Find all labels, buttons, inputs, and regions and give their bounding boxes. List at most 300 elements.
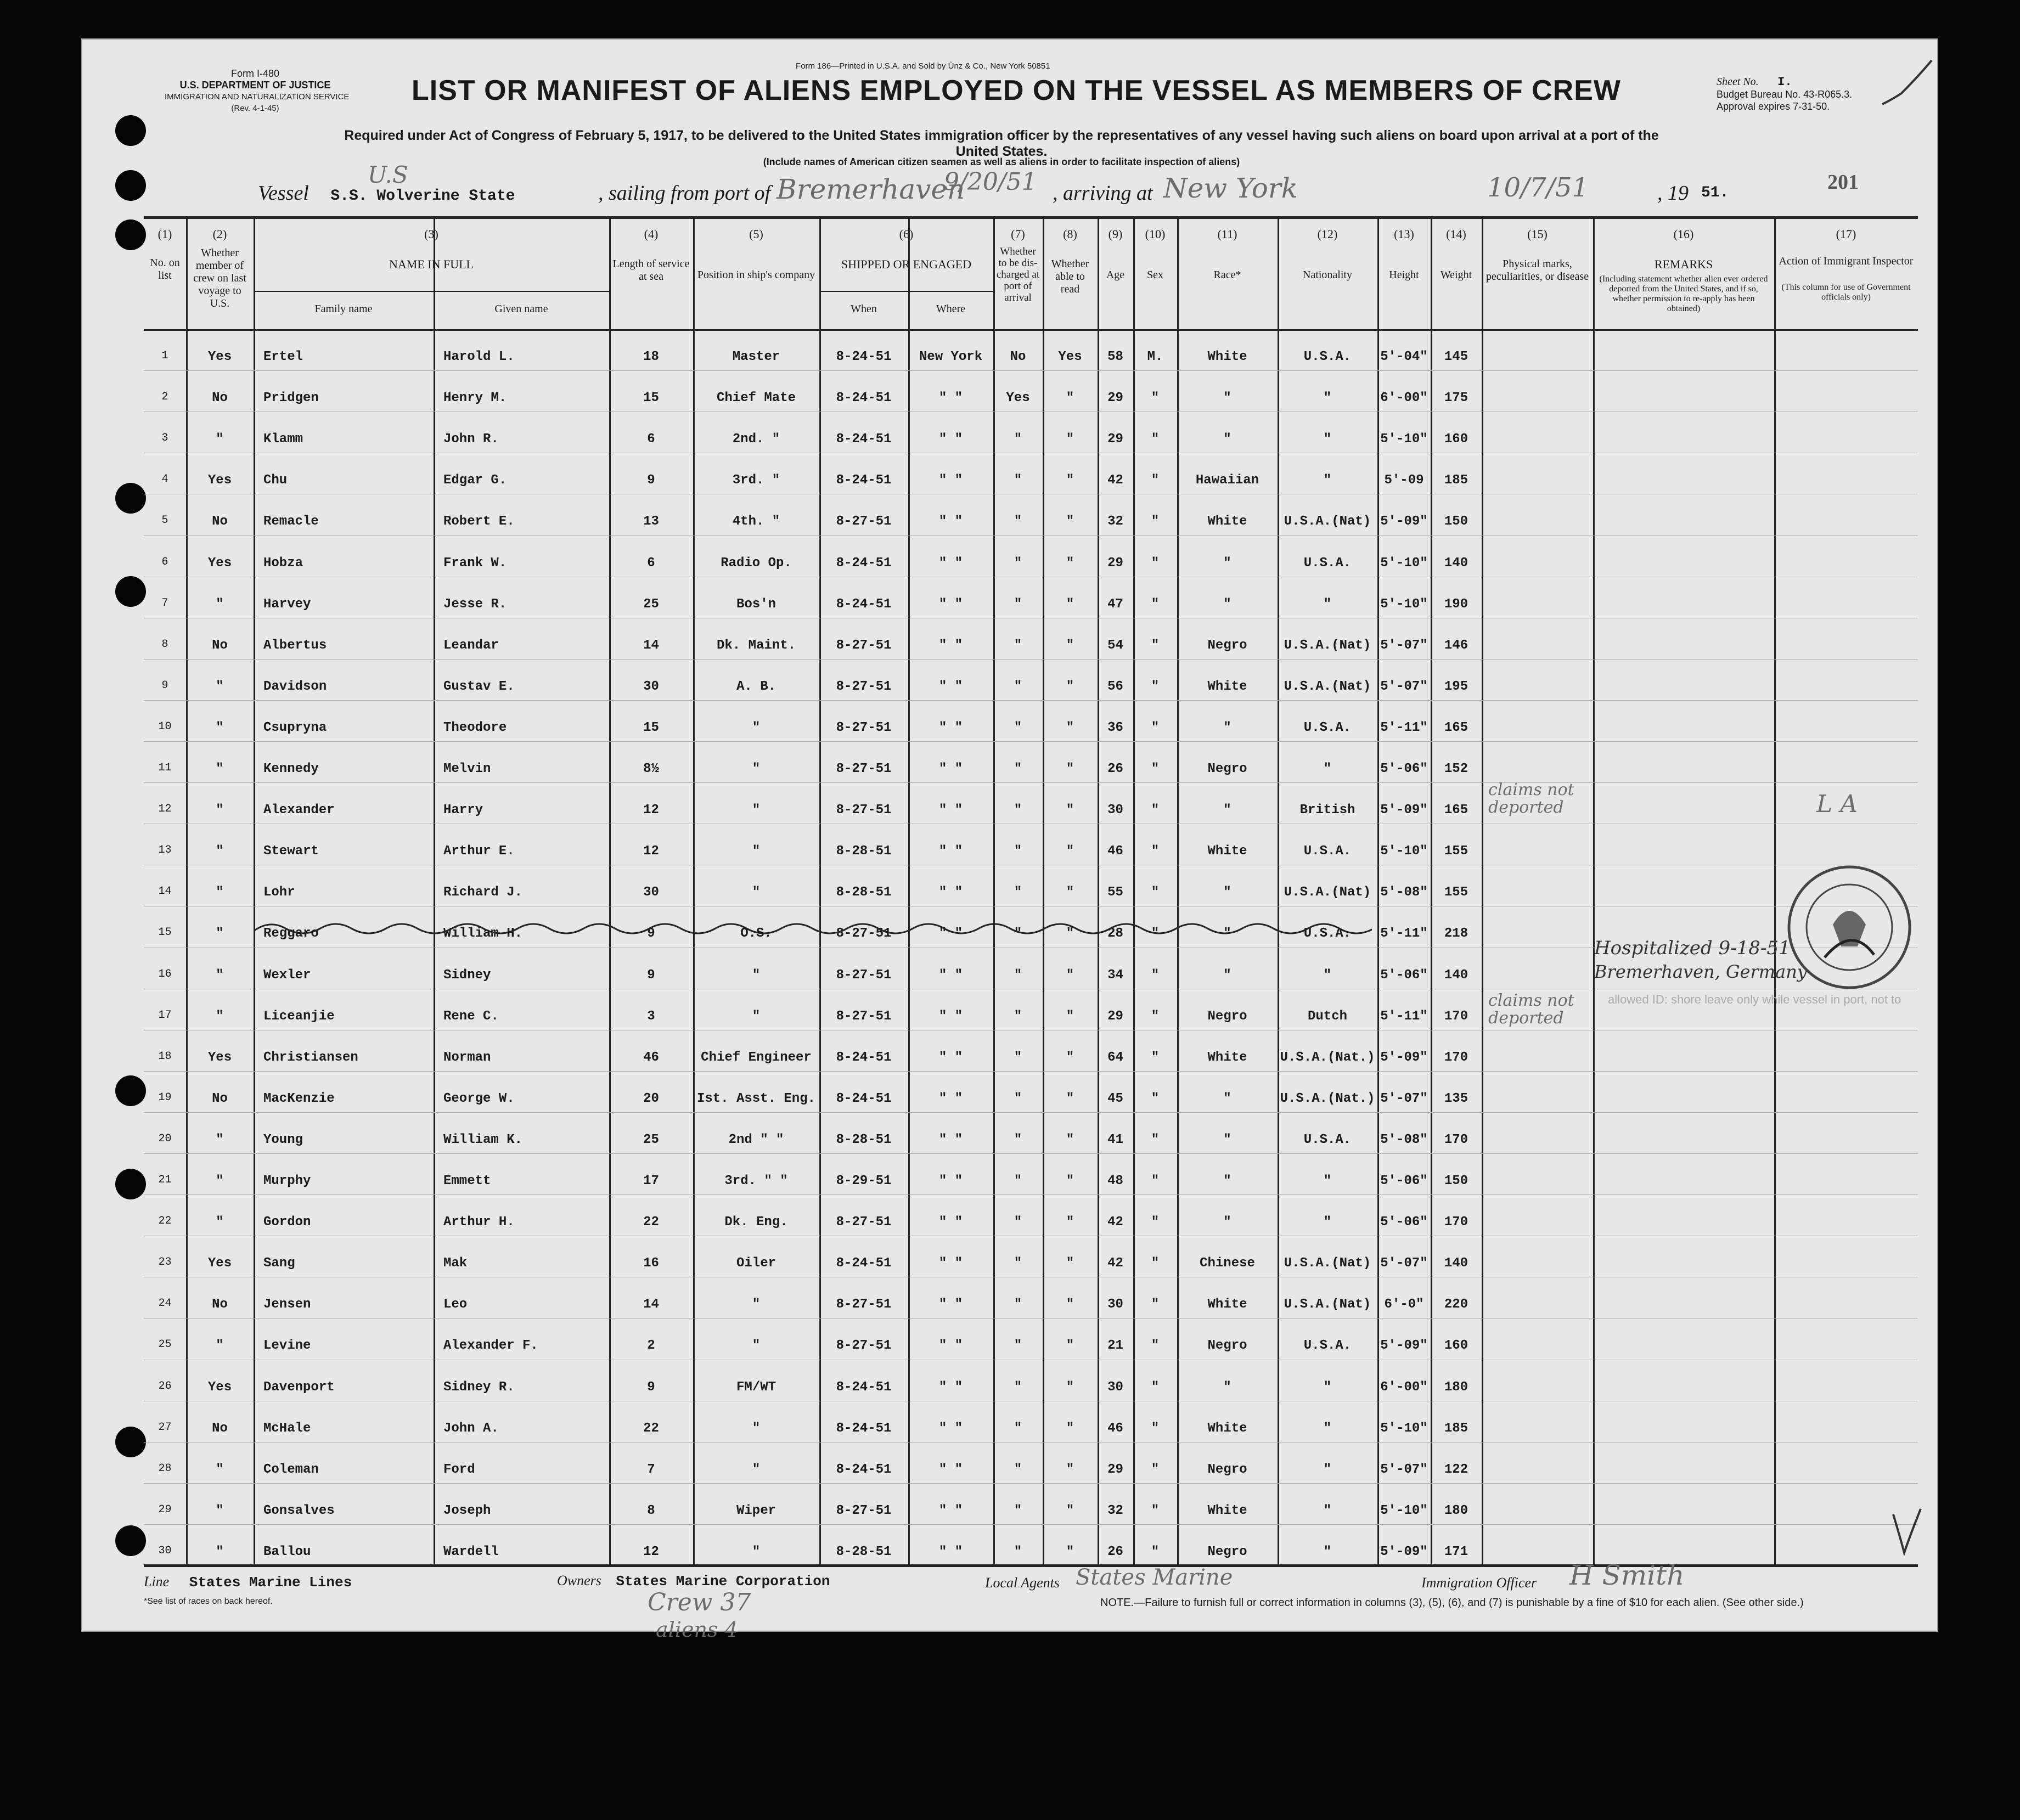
cell-nationality: " (1323, 1503, 1332, 1518)
cell-when: 8-27-51 (836, 1008, 892, 1024)
cell-given: Wardell (443, 1544, 499, 1559)
cell-discharged: " (1014, 1544, 1022, 1559)
cell-sex: " (1151, 1256, 1160, 1271)
punch-hole (115, 1525, 146, 1556)
cell-race: White (1207, 1503, 1247, 1518)
header-action: Action of Immigrant Inspector (1779, 255, 1914, 267)
form-id: Form I-480 (230, 68, 280, 79)
header-remarks: REMARKS (1654, 257, 1713, 271)
cell-read: " (1066, 596, 1074, 612)
cell-family: Wexler (263, 967, 311, 983)
cell-discharged: " (1014, 1462, 1022, 1477)
cell-where: " " (938, 762, 963, 777)
cell-length: 12 (643, 803, 659, 818)
cell-where: " " (938, 1338, 963, 1354)
cell-weight: 180 (1444, 1503, 1468, 1518)
cell-length: 22 (643, 1421, 659, 1436)
cell-sex: " (1151, 679, 1160, 694)
cell-family: MacKenzie (263, 1091, 335, 1106)
cell-sex: M. (1147, 350, 1163, 365)
cell-nationality: U.S.A.(Nat) (1284, 679, 1371, 694)
vessel-name: S.S. Wolverine State (330, 188, 515, 205)
cell-read: " (1066, 1544, 1074, 1559)
cell-age: 48 (1107, 1174, 1123, 1189)
line-label: Line (144, 1574, 170, 1590)
cell-given: Jesse R. (443, 596, 507, 612)
cell-member: " (216, 967, 224, 983)
cell-race: " (1223, 803, 1231, 818)
cell-discharged: " (1014, 1132, 1022, 1147)
cell-when: 8-24-51 (836, 1462, 892, 1477)
column-number: (3) (424, 227, 438, 241)
cell-height: 5'-10" (1380, 596, 1428, 612)
cell-read: " (1066, 555, 1074, 571)
cell-read: " (1066, 762, 1074, 777)
cell-discharged: " (1014, 514, 1022, 529)
cell-family: Levine (263, 1338, 311, 1354)
punch-hole (115, 219, 146, 250)
cell-family: Coleman (263, 1462, 319, 1477)
cell-position: Bos'n (736, 596, 776, 612)
cell-age: 30 (1107, 803, 1123, 818)
cell-member: Yes (207, 350, 232, 365)
cell-length: 9 (647, 1379, 655, 1395)
cell-age: 32 (1107, 514, 1123, 529)
cell-family: Alexander (263, 803, 335, 818)
header-shipped: SHIPPED OR ENGAGED (841, 257, 972, 271)
cell-length: 6 (647, 555, 655, 571)
cell-nationality: U.S.A.(Nat) (1284, 1256, 1371, 1271)
cell-weight: 170 (1444, 1215, 1468, 1230)
cell-family: Pridgen (263, 391, 319, 406)
cell-family: Remacle (263, 514, 319, 529)
cell-given: Mak (443, 1256, 468, 1271)
cell-member: Yes (207, 473, 232, 488)
row-rule (144, 782, 1918, 783)
cell-height: 5'-10" (1380, 1421, 1428, 1436)
cell-family: Albertus (263, 638, 327, 653)
header-no: No. on list (150, 257, 180, 281)
page-number: 201 (1827, 171, 1859, 194)
subheader-rule (819, 291, 993, 292)
cell-member: " (216, 1008, 224, 1024)
year: 51. (1701, 184, 1729, 201)
cell-height: 5'-09 (1384, 473, 1424, 488)
cell-member: Yes (207, 1050, 232, 1065)
cell-read: " (1066, 803, 1074, 818)
cell-member: No (212, 514, 228, 529)
cell-family: Gonsalves (263, 1503, 335, 1518)
cell-given: Richard J. (443, 885, 523, 900)
cell-height: 5'-06" (1380, 762, 1428, 777)
cell-sex: " (1151, 1462, 1160, 1477)
punch-hole (115, 1427, 146, 1457)
cell-age: 21 (1107, 1338, 1123, 1354)
cell-height: 6'-00" (1380, 391, 1428, 406)
officer-signature: H Smith (1569, 1559, 1685, 1591)
cell-age: 47 (1107, 596, 1123, 612)
header-remarks_note: (Including statement whether alien ever ordered deported from the United States, and if so, whether permission to re-apply has been obtained) (1599, 274, 1768, 313)
cell-sex: " (1151, 473, 1160, 488)
cell-race: " (1223, 720, 1231, 735)
cell-length: 9 (647, 926, 655, 942)
cell-family: Stewart (263, 844, 319, 859)
cell-when: 8-27-51 (836, 679, 892, 694)
cell-no: 24 (158, 1297, 172, 1310)
cell-family: Klamm (263, 432, 303, 447)
cell-nationality: " (1323, 432, 1332, 447)
cell-position: Dk. Eng. (724, 1215, 788, 1230)
cell-position: Chief Engineer (701, 1050, 812, 1065)
alien-count: aliens 4 (656, 1618, 738, 1642)
cell-discharged: " (1014, 555, 1022, 571)
row-rule (144, 1442, 1918, 1443)
cell-weight: 160 (1444, 432, 1468, 447)
cell-when: 8-24-51 (836, 432, 892, 447)
cell-weight: 218 (1444, 926, 1468, 942)
cell-when: 8-24-51 (836, 1379, 892, 1395)
cell-position: Dk. Maint. (716, 638, 796, 653)
cell-given: Gustav E. (443, 679, 515, 694)
cell-discharged: " (1014, 1050, 1022, 1065)
cell-when: 8-24-51 (836, 1091, 892, 1106)
column-number: (12) (1317, 227, 1338, 241)
cell-sex: " (1151, 555, 1160, 571)
cell-sex: " (1151, 514, 1160, 529)
cell-age: 26 (1107, 1544, 1123, 1559)
cell-given: John A. (443, 1421, 499, 1436)
cell-discharged: " (1014, 638, 1022, 653)
column-number: (8) (1063, 227, 1077, 241)
cell-nationality: " (1323, 1379, 1332, 1395)
cell-weight: 170 (1444, 1132, 1468, 1147)
cell-sex: " (1151, 391, 1160, 406)
punch-hole (115, 115, 146, 146)
cell-race: White (1207, 350, 1247, 365)
cell-no: 27 (158, 1421, 172, 1434)
hospitalized-note: Hospitalized 9-18-51 (1594, 937, 1791, 959)
cell-family: Davidson (263, 679, 327, 694)
cell-height: 5'-11" (1380, 1008, 1428, 1024)
cell-where: " " (938, 1256, 963, 1271)
header-race: Race* (1213, 269, 1241, 281)
cell-age: 36 (1107, 720, 1123, 735)
cell-member: " (216, 1503, 224, 1518)
sheet-label: Sheet No. (1717, 76, 1759, 88)
row-rule (144, 1524, 1918, 1525)
cell-age: 56 (1107, 679, 1123, 694)
cell-read: " (1066, 1462, 1074, 1477)
sheet-number: I. (1777, 75, 1792, 89)
cell-where: New York (919, 350, 983, 365)
column-number: (16) (1673, 227, 1694, 241)
cell-length: 14 (643, 1297, 659, 1312)
cell-no: 1 (161, 350, 168, 363)
column-number: (4) (644, 227, 659, 241)
cell-read: Yes (1058, 350, 1082, 365)
cell-race: White (1207, 514, 1247, 529)
cell-nationality: U.S.A. (1303, 926, 1352, 942)
cell-family: Gordon (263, 1215, 311, 1230)
cell-family: Ballou (263, 1544, 311, 1559)
cell-weight: 165 (1444, 720, 1468, 735)
year-label: , 19 (1657, 182, 1689, 205)
cell-length: 3 (647, 1008, 655, 1024)
cell-when: 8-28-51 (836, 885, 892, 900)
cell-member: No (212, 1091, 228, 1106)
punch-hole (115, 483, 146, 514)
cell-height: 5'-09" (1380, 1544, 1428, 1559)
penalty-note: NOTE.—Failure to furnish full or correct information in columns (3), (5), (6), and (7) is punishable by a fine of $10 for each alien. (See other side.) (1100, 1597, 1804, 1609)
cell-no: 15 (158, 926, 172, 939)
cell-age: 29 (1107, 1462, 1123, 1477)
cell-where: " " (938, 1297, 963, 1312)
cell-height: 5'-09" (1380, 514, 1428, 529)
column-number: (17) (1836, 227, 1856, 241)
sailing-port: Bremerhaven (777, 173, 965, 205)
cell-no: 30 (158, 1544, 172, 1557)
header-when: When (851, 303, 877, 315)
cell-member: No (212, 1421, 228, 1436)
cell-position: " (752, 1338, 761, 1354)
cell-nationality: U.S.A.(Nat.) (1280, 1050, 1375, 1065)
cell-height: 5'-11" (1380, 720, 1428, 735)
punch-hole (115, 1169, 146, 1199)
cell-position: " (752, 1544, 761, 1559)
row-rule (144, 1071, 1918, 1072)
cell-given: Leandar (443, 638, 499, 653)
cell-nationality: " (1323, 1215, 1332, 1230)
cell-age: 28 (1107, 926, 1123, 942)
cell-read: " (1066, 1338, 1074, 1354)
cell-sex: " (1151, 1008, 1160, 1024)
cell-no: 18 (158, 1050, 172, 1063)
consulate-seal-stamp (1781, 859, 1918, 996)
cell-no: 20 (158, 1132, 172, 1145)
line-value: States Marine Lines (189, 1574, 352, 1591)
cell-given: Edgar G. (443, 473, 507, 488)
cell-discharged: " (1014, 926, 1022, 942)
header-read: Whether able to read (1051, 258, 1089, 295)
cell-length: 8 (647, 1503, 655, 1518)
cell-given: Emmett (443, 1174, 491, 1189)
cell-age: 64 (1107, 1050, 1123, 1065)
cell-given: Arthur E. (443, 844, 515, 859)
cell-sex: " (1151, 1174, 1160, 1189)
header-name: NAME IN FULL (389, 257, 474, 271)
cell-nationality: U.S.A. (1303, 555, 1352, 571)
cell-where: " " (938, 967, 963, 983)
cell-race: " (1223, 1215, 1231, 1230)
cell-race: " (1223, 432, 1231, 447)
arrival-date: 10/7/51 (1487, 172, 1589, 203)
cell-position: Wiper (736, 1503, 776, 1518)
cell-discharged: " (1014, 720, 1022, 735)
header-discharged: Whether to be dis-charged at port of arrival (996, 246, 1040, 303)
cell-where: " " (938, 926, 963, 942)
cell-height: 5'-09" (1380, 1338, 1428, 1354)
cell-nationality: " (1323, 1421, 1332, 1436)
owners-label: Owners (557, 1573, 601, 1588)
cell-race: " (1223, 1379, 1231, 1395)
cell-nationality: " (1323, 762, 1332, 777)
cell-discharged: " (1014, 1503, 1022, 1518)
cell-no: 22 (158, 1215, 172, 1228)
cell-race: " (1223, 1174, 1231, 1189)
cell-age: 42 (1107, 1256, 1123, 1271)
cell-discharged: " (1014, 1174, 1022, 1189)
cell-given: Joseph (443, 1503, 491, 1518)
cell-weight: 190 (1444, 596, 1468, 612)
cell-where: " " (938, 1091, 963, 1106)
table-border (144, 216, 1918, 1567)
cell-weight: 150 (1444, 514, 1468, 529)
cell-member: " (216, 1174, 224, 1189)
cell-weight: 160 (1444, 1338, 1468, 1354)
cell-given: Henry M. (443, 391, 507, 406)
row-rule (144, 741, 1918, 742)
column-number: (15) (1527, 227, 1548, 241)
cell-sex: " (1151, 432, 1160, 447)
cell-length: 15 (643, 720, 659, 735)
cell-member: " (216, 720, 224, 735)
cell-weight: 185 (1444, 473, 1468, 488)
cell-sex: " (1151, 803, 1160, 818)
cell-race: Hawaiian (1195, 473, 1259, 488)
cell-length: 9 (647, 967, 655, 983)
cell-no: 5 (161, 514, 168, 527)
cell-read: " (1066, 1503, 1074, 1518)
cell-nationality: U.S.A. (1303, 1132, 1352, 1147)
cell-length: 30 (643, 885, 659, 900)
cell-where: " " (938, 1462, 963, 1477)
cell-where: " " (938, 679, 963, 694)
cell-position: " (752, 720, 761, 735)
cell-read: " (1066, 514, 1074, 529)
cell-nationality: U.S.A.(Nat) (1284, 1297, 1371, 1312)
cell-length: 15 (643, 391, 659, 406)
cell-no: 11 (158, 762, 172, 775)
cell-given: Harold L. (443, 350, 515, 365)
cell-no: 17 (158, 1008, 172, 1022)
cell-weight: 171 (1444, 1544, 1468, 1559)
row-rule (144, 1483, 1918, 1484)
cell-age: 46 (1107, 1421, 1123, 1436)
printer-line: Form 186—Printed in U.S.A. and Sold by Ünz & Co., New York 50851 (796, 61, 1050, 71)
cell-nationality: U.S.A.(Nat) (1284, 514, 1371, 529)
cell-given: William H. (443, 926, 523, 942)
cell-when: 8-24-51 (836, 1256, 892, 1271)
cell-family: Jensen (263, 1297, 311, 1312)
cell-discharged: " (1014, 1091, 1022, 1106)
cell-when: 8-27-51 (836, 803, 892, 818)
cell-where: " " (938, 1008, 963, 1024)
cell-member: " (216, 762, 224, 777)
cell-member: No (212, 391, 228, 406)
cell-weight: 152 (1444, 762, 1468, 777)
cell-member: Yes (207, 1256, 232, 1271)
sailing-label: , sailing from port of (598, 182, 771, 205)
cell-length: 30 (643, 679, 659, 694)
cell-read: " (1066, 844, 1074, 859)
cell-no: 25 (158, 1338, 172, 1351)
cell-where: " " (938, 1132, 963, 1147)
cell-member: No (212, 1297, 228, 1312)
cell-discharged: " (1014, 1297, 1022, 1312)
cell-age: 29 (1107, 555, 1123, 571)
cell-when: 8-28-51 (836, 844, 892, 859)
cell-family: Hobza (263, 555, 303, 571)
row-rule (144, 700, 1918, 701)
cell-when: 8-24-51 (836, 391, 892, 406)
row-rule (144, 1153, 1918, 1154)
cell-where: " " (938, 391, 963, 406)
cell-weight: 140 (1444, 967, 1468, 983)
cell-read: " (1066, 926, 1074, 942)
cell-no: 28 (158, 1462, 172, 1475)
cell-nationality: " (1323, 596, 1332, 612)
cell-race: White (1207, 679, 1247, 694)
cell-where: " " (938, 555, 963, 571)
cell-age: 58 (1107, 350, 1123, 365)
cell-given: Theodore (443, 720, 507, 735)
cell-length: 25 (643, 596, 659, 612)
cell-where: " " (938, 844, 963, 859)
claims-note-row-12: claims not deported (1488, 780, 1574, 817)
cell-discharged: " (1014, 1338, 1022, 1354)
cell-height: 5'-11" (1380, 926, 1428, 942)
cell-given: Leo (443, 1297, 468, 1312)
cell-read: " (1066, 391, 1074, 406)
cell-family: Reggaro (263, 926, 319, 942)
cell-no: 14 (158, 885, 172, 898)
cell-family: Ertel (263, 350, 303, 365)
cell-height: 5'-09" (1380, 1050, 1428, 1065)
cell-given: Sidney (443, 967, 491, 983)
approval-expiry: Approval expires 7-31-50. (1717, 101, 1830, 112)
cell-length: 17 (643, 1174, 659, 1189)
cell-read: " (1066, 1297, 1074, 1312)
cell-nationality: U.S.A. (1303, 1338, 1352, 1354)
cell-given: Arthur H. (443, 1215, 515, 1230)
cell-nationality: " (1323, 967, 1332, 983)
cell-given: John R. (443, 432, 499, 447)
form-title: LIST OR MANIFEST OF ALIENS EMPLOYED ON THE VESSEL AS MEMBERS OF CREW (412, 75, 1621, 106)
header-height: Height (1389, 269, 1419, 281)
cell-age: 29 (1107, 391, 1123, 406)
cell-position: " (752, 967, 761, 983)
cell-race: Negro (1207, 1544, 1247, 1559)
cell-member: " (216, 926, 224, 942)
cell-nationality: U.S.A.(Nat) (1284, 885, 1371, 900)
cell-position: Radio Op. (721, 555, 792, 571)
cell-where: " " (938, 1379, 963, 1395)
cell-age: 54 (1107, 638, 1123, 653)
cell-discharged: " (1014, 1008, 1022, 1024)
cell-race: " (1223, 1091, 1231, 1106)
header-family: Family name (314, 303, 373, 315)
cell-member: " (216, 885, 224, 900)
cell-no: 29 (158, 1503, 172, 1516)
cell-read: " (1066, 1421, 1074, 1436)
cell-age: 34 (1107, 967, 1123, 983)
cell-position: " (752, 844, 761, 859)
cell-weight: 165 (1444, 803, 1468, 818)
cell-read: " (1066, 638, 1074, 653)
cell-when: 8-29-51 (836, 1174, 892, 1189)
header-member: Whether member of crew on last voyage to U.S. (193, 247, 246, 309)
budget-number: Budget Bureau No. 43-R065.3. (1717, 89, 1853, 100)
